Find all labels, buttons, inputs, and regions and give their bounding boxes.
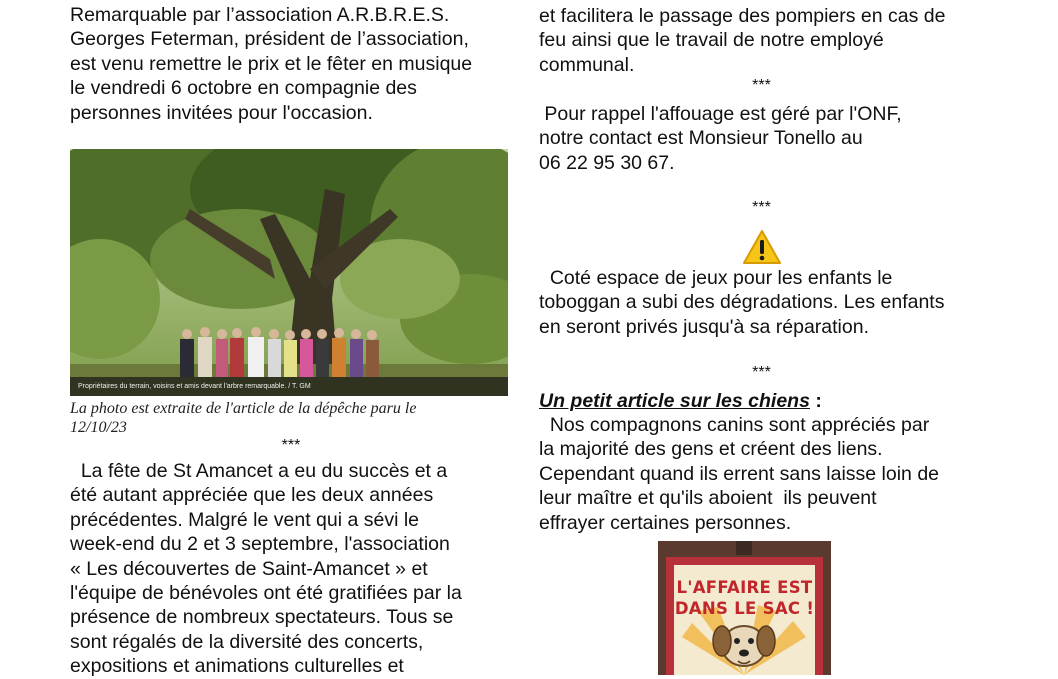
- separator: ***: [281, 437, 301, 454]
- chiens-line: Cependant quand ils errent sans laisse loin de: [539, 462, 940, 485]
- chiens-heading-row: [539, 389, 984, 413]
- affouage-line: 06 22 95 30 67.: [539, 151, 675, 174]
- jeux-line: Coté espace de jeux pour les enfants le: [539, 267, 893, 289]
- pompiers-line: communal.: [539, 53, 635, 76]
- fete-line: l'équipe de bénévoles ont été gratifiées par la: [70, 581, 462, 604]
- fete-line: présence de nombreux spectateurs. Tous se: [70, 606, 454, 629]
- separator: ***: [752, 77, 771, 94]
- pompiers-line: feu ainsi que le travail de notre employé: [539, 29, 884, 52]
- photo-credit: Propriétaires du terrain, voisins et amis devant l'arbre remarquable. / T. GM: [78, 383, 311, 390]
- fete-line: sont régalés de la diversité des concerts,: [70, 630, 424, 653]
- chiens-line: la majorité des gens et créent des liens.: [539, 438, 883, 461]
- left-column: [70, 3, 512, 125]
- chiens-paragraph: [539, 413, 984, 535]
- fete-paragraph: [70, 459, 512, 679]
- intro-line: est venu remettre le prix et le fêter en musique: [70, 52, 473, 75]
- poster-text-line2: DANS LE SAC !: [674, 599, 815, 618]
- intro-line: Georges Feterman, président de l’association,: [70, 28, 469, 51]
- intro-line: personnes invitées pour l'occasion.: [70, 101, 373, 124]
- fete-line: « Les découvertes de Saint-Amancet » et: [70, 557, 428, 580]
- chiens-heading-suffix: :: [809, 390, 822, 412]
- separator: ***: [752, 199, 771, 216]
- chiens-line: effrayer certaines personnes.: [539, 511, 792, 534]
- intro-line: Remarquable par l’association A.R.B.R.E.S.: [70, 4, 450, 26]
- chiens-heading: Un petit article sur les chiens: [539, 390, 810, 412]
- affouage-paragraph: [539, 102, 984, 175]
- photo-caption: [70, 399, 512, 437]
- pompiers-line: et facilitera le passage des pompiers en cas de: [539, 5, 946, 27]
- fete-line: expositions et animations culturelles et: [70, 655, 404, 678]
- chiens-line: leur maître et qu'ils aboient ils peuvent: [539, 487, 877, 510]
- chiens-line: Nos compagnons canins sont appréciés par: [539, 414, 930, 436]
- separator: ***: [752, 364, 771, 381]
- jeux-line: en seront privés jusqu'à sa réparation.: [539, 315, 869, 338]
- intro-line: le vendredi 6 octobre en compagnie des: [70, 77, 417, 100]
- jeux-line: toboggan a subi des dégradations. Les enfants: [539, 291, 945, 314]
- tree-photo: [70, 149, 508, 396]
- fete-line: La fête de St Amancet a eu du succès et a: [70, 460, 448, 482]
- poster-text-line1: L'AFFAIRE EST: [676, 578, 813, 597]
- fete-line: précédentes. Malgré le vent qui a sévi le: [70, 508, 420, 531]
- caption-line: La photo est extraite de l'article de la dépêche paru le: [70, 400, 417, 417]
- affouage-line: notre contact est Monsieur Tonello au: [539, 127, 863, 150]
- warning-triangle-icon: [742, 229, 782, 265]
- pompiers-paragraph: [539, 4, 984, 77]
- caption-line: 12/10/23: [70, 419, 127, 436]
- fete-line: week-end du 2 et 3 septembre, l'association: [70, 533, 450, 556]
- tree-photo-image: [70, 149, 508, 396]
- affouage-line: Pour rappel l'affouage est géré par l'ONF,: [539, 103, 902, 125]
- fete-line: été autant appréciée que les deux années: [70, 484, 434, 507]
- jeux-paragraph: [539, 266, 984, 339]
- dog-poster-image: [658, 541, 831, 675]
